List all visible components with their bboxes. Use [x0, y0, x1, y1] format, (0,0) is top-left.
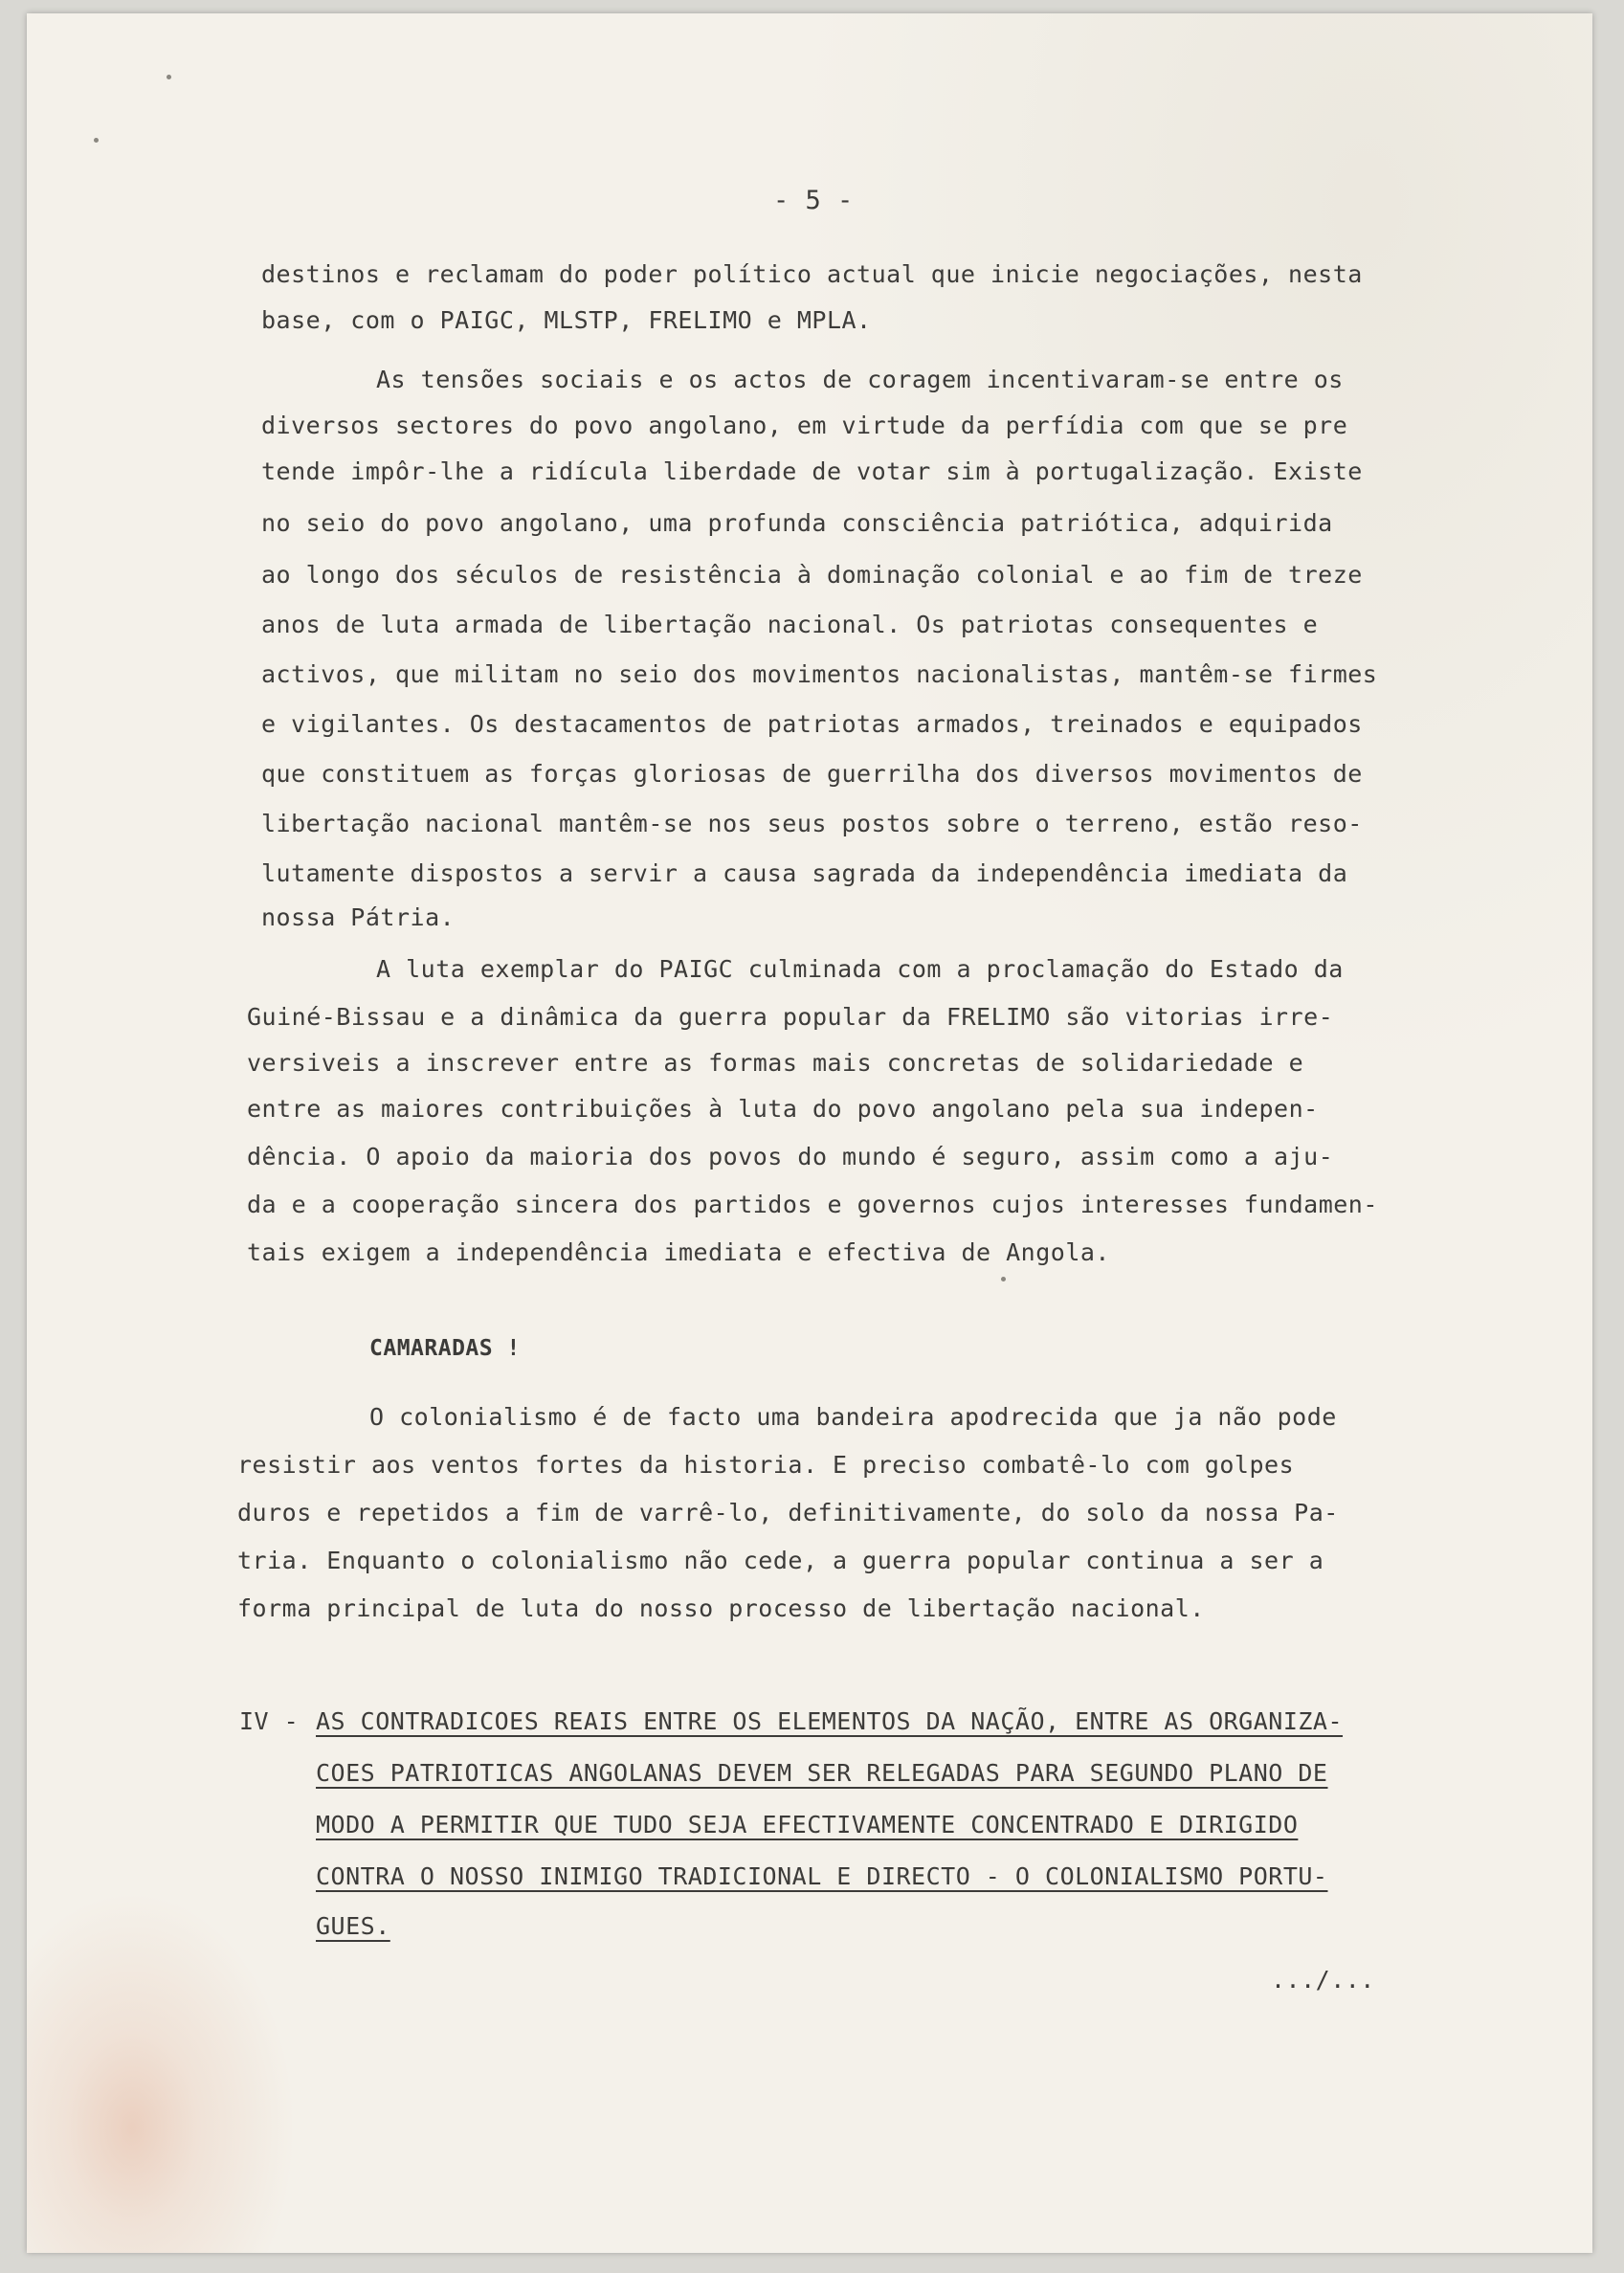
text-line: que constituem as forças gloriosas de guerrilha dos diversos movimentos de	[261, 760, 1363, 788]
text-line: e vigilantes. Os destacamentos de patriotas armados, treinados e equipados	[261, 710, 1363, 738]
text-line: entre as maiores contribuições à luta do povo angolano pela sua indepen-	[247, 1095, 1319, 1123]
text-line: O colonialismo é de facto uma bandeira apodrecida que ja não pode	[369, 1403, 1337, 1431]
text-line: forma principal de luta do nosso processo de libertação nacional.	[237, 1594, 1205, 1622]
document-page	[27, 13, 1592, 2253]
paper-speck	[1001, 1277, 1006, 1281]
text-line: dência. O apoio da maioria dos povos do mundo é seguro, assim como a aju-	[247, 1143, 1334, 1170]
paper-speck	[167, 75, 171, 79]
text-line: resistir aos ventos fortes da historia. E preciso combatê-lo com golpes	[237, 1451, 1295, 1479]
text-line: base, com o PAIGC, MLSTP, FRELIMO e MPLA.	[261, 306, 872, 334]
text-line: tende impôr-lhe a ridícula liberdade de votar sim à portugalização. Existe	[261, 457, 1363, 485]
text-line: da e a cooperação sincera dos partidos e governos cujos interesses fundamen-	[247, 1191, 1378, 1218]
text-line: A luta exemplar do PAIGC culminada com a proclamação do Estado da	[376, 955, 1344, 983]
section-heading-line: AS CONTRADICOES REAIS ENTRE OS ELEMENTOS DA NAÇÃO, ENTRE AS ORGANIZA-	[316, 1707, 1344, 1735]
section-heading-line: GUES.	[316, 1912, 390, 1940]
salutation-heading: CAMARADAS !	[369, 1336, 521, 1361]
text-line: tais exigem a independência imediata e efectiva de Angola.	[247, 1238, 1110, 1266]
text-line: no seio do povo angolano, uma profunda consciência patriótica, adquirida	[261, 509, 1333, 537]
section-heading-line: MODO A PERMITIR QUE TUDO SEJA EFECTIVAMENTE CONCENTRADO E DIRIGIDO	[316, 1811, 1299, 1838]
text-line: nossa Pátria.	[261, 903, 456, 931]
text-line: diversos sectores do povo angolano, em virtude da perfídia com que se pre	[261, 412, 1348, 439]
text-line: As tensões sociais e os actos de coragem incentivaram-se entre os	[376, 366, 1344, 393]
section-heading-line: COES PATRIOTICAS ANGOLANAS DEVEM SER RELEGADAS PARA SEGUNDO PLANO DE	[316, 1759, 1328, 1787]
text-line: libertação nacional mantêm-se nos seus postos sobre o terreno, estão reso-	[261, 810, 1363, 837]
section-numeral: IV -	[239, 1707, 300, 1735]
text-line: tria. Enquanto o colonialismo não cede, a guerra popular continua a ser a	[237, 1547, 1324, 1574]
text-line: destinos e reclamam do poder político actual que inicie negociações, nesta	[261, 260, 1363, 288]
text-line: versiveis a inscrever entre as formas mais concretas de solidariedade e	[247, 1049, 1304, 1077]
continuation-mark: .../...	[1271, 1966, 1375, 1994]
paper-speck	[94, 138, 99, 143]
text-line: anos de luta armada de libertação nacional. Os patriotas consequentes e	[261, 611, 1319, 638]
section-heading-line: CONTRA O NOSSO INIMIGO TRADICIONAL E DIRECTO - O COLONIALISMO PORTU-	[316, 1862, 1328, 1890]
text-line: lutamente dispostos a servir a causa sagrada da independência imediata da	[261, 859, 1348, 887]
text-line: activos, que militam no seio dos movimentos nacionalistas, mantêm-se firmes	[261, 660, 1378, 688]
text-line: duros e repetidos a fim de varrê-lo, definitivamente, do solo da nossa Pa-	[237, 1499, 1339, 1526]
page-number: - 5 -	[773, 186, 854, 215]
text-line: ao longo dos séculos de resistência à dominação colonial e ao fim de treze	[261, 561, 1363, 589]
text-line: Guiné-Bissau e a dinâmica da guerra popular da FRELIMO são vitorias irre-	[247, 1003, 1334, 1031]
